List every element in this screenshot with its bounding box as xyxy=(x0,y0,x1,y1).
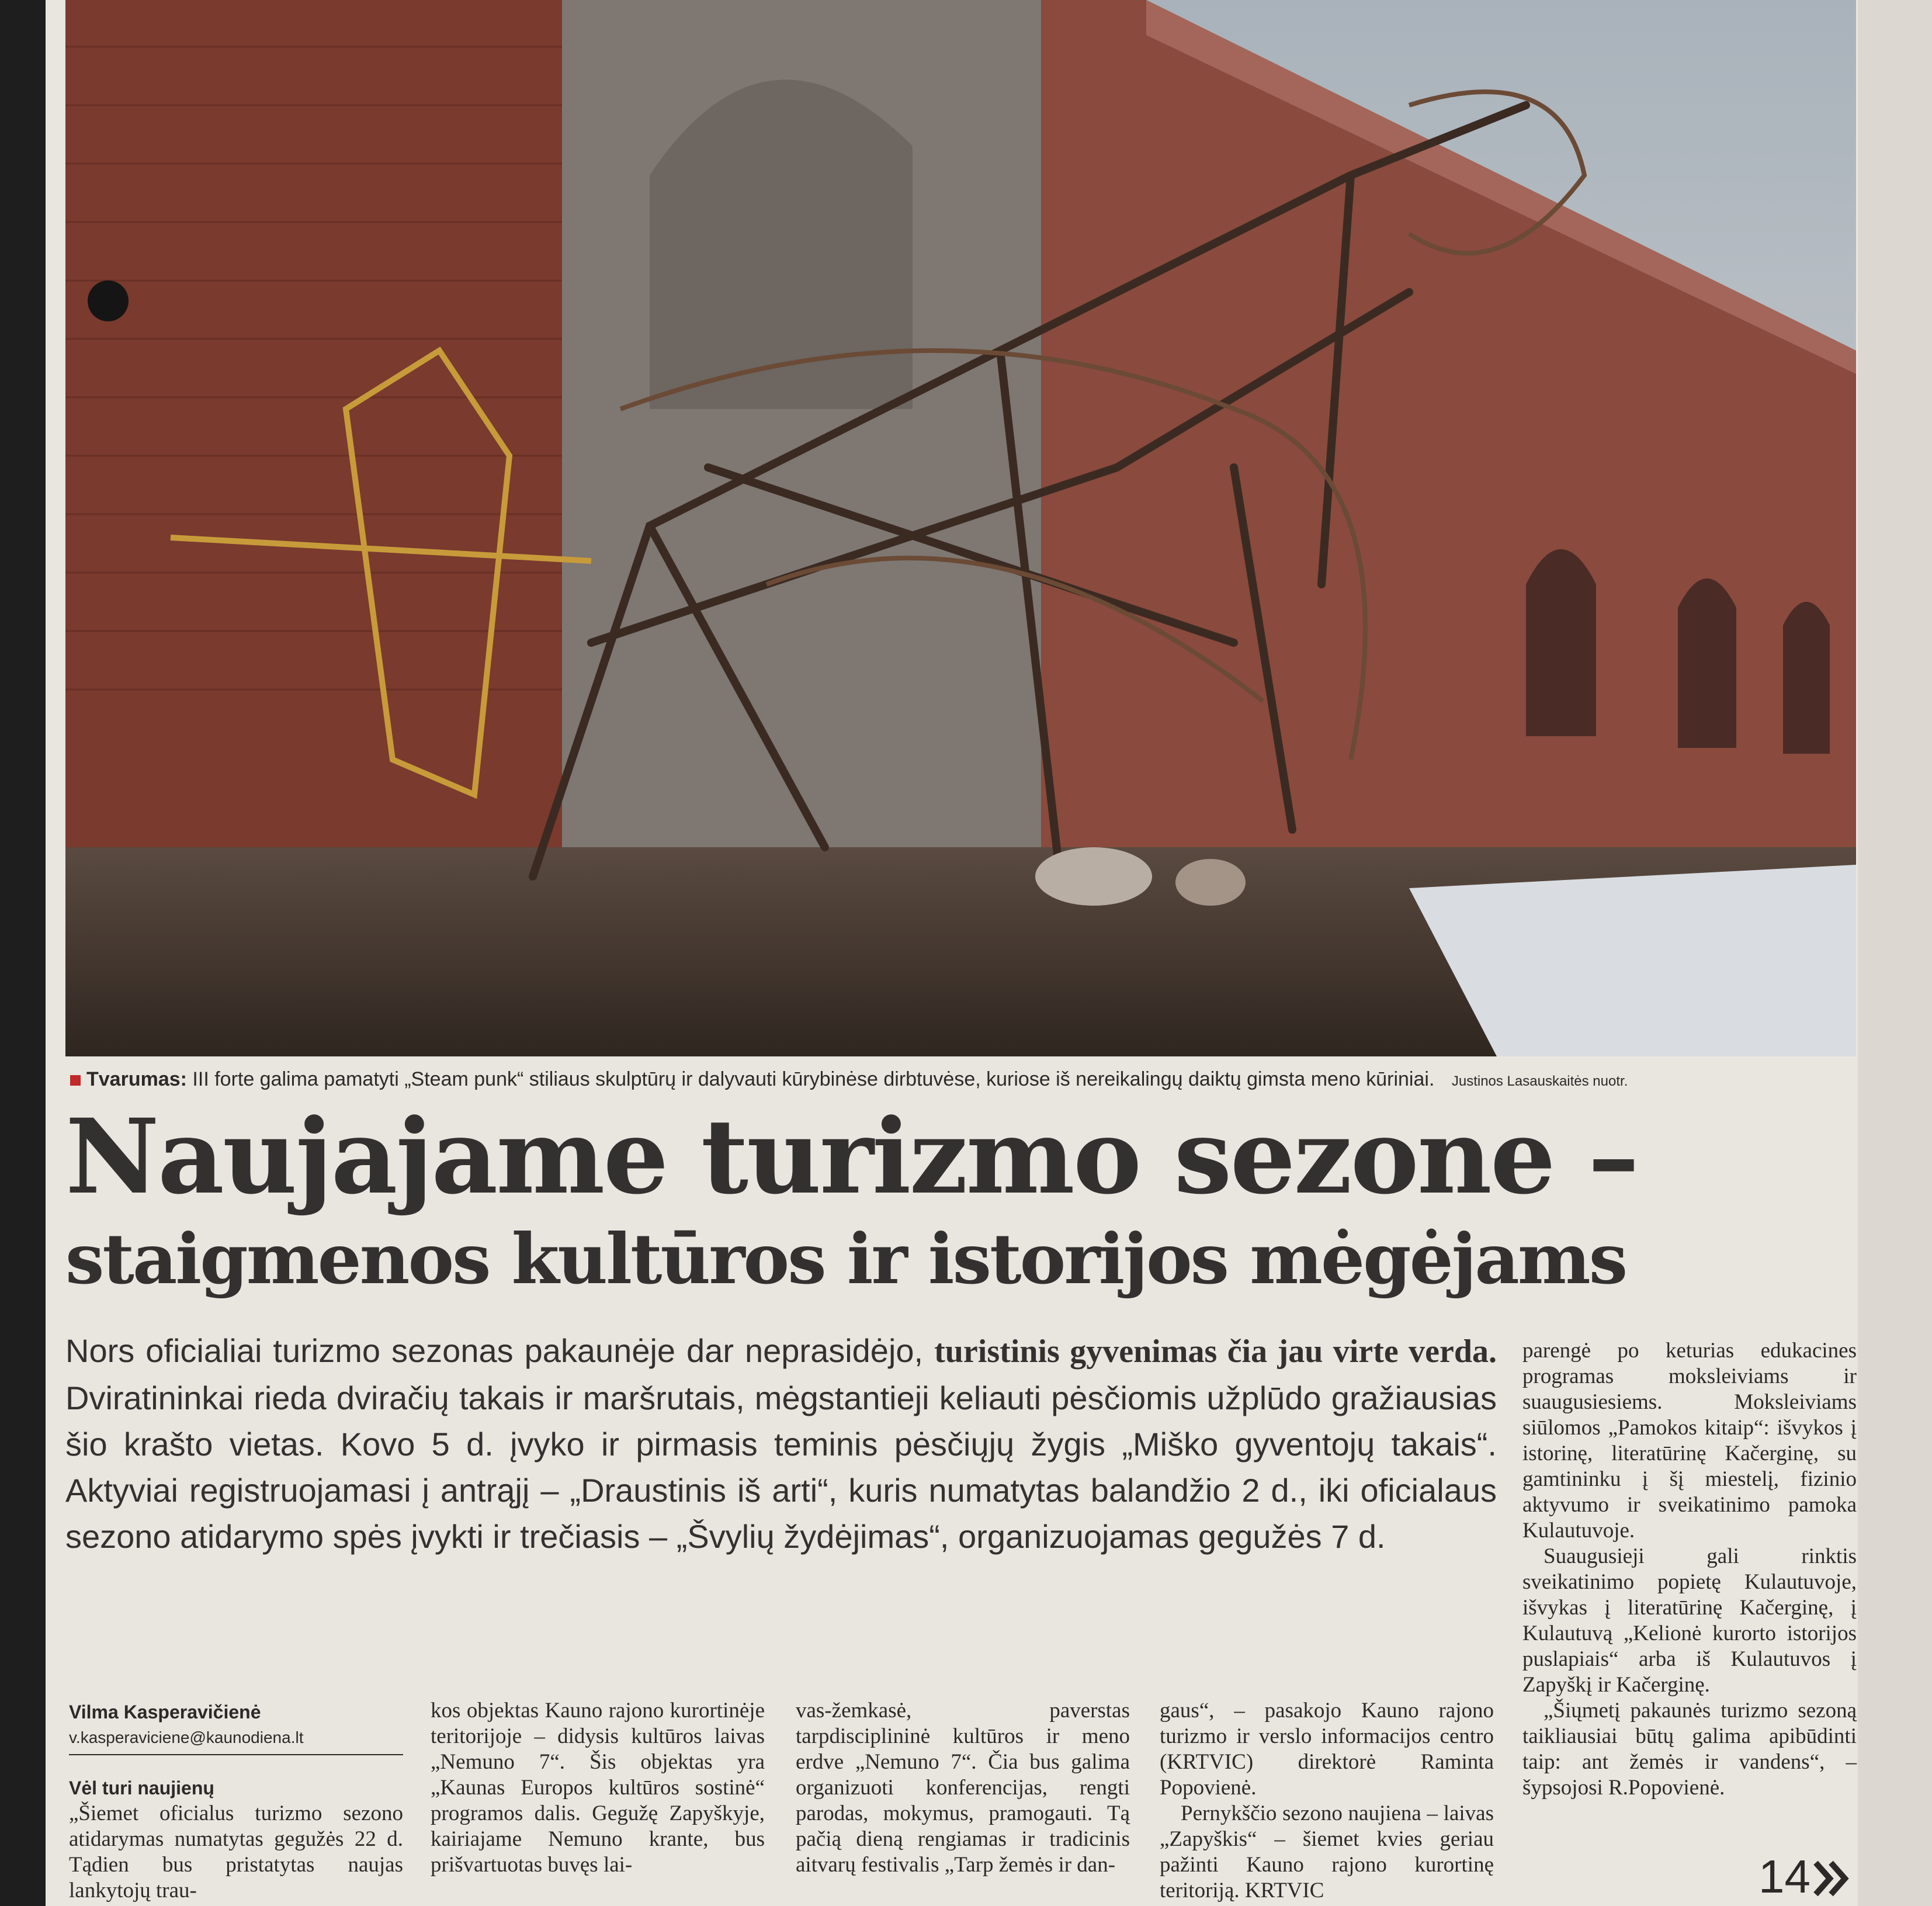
author-email: v.kasperaviciene@kaunodiena.lt xyxy=(69,1725,403,1755)
headline-line-2: staigmenos kultūros ir istorijos mėgėjams xyxy=(65,1218,1626,1299)
author-name: Vilma Kasperavičienė xyxy=(69,1701,261,1723)
article-headline xyxy=(65,1098,1876,1303)
scan-binder-strip xyxy=(0,0,46,1906)
double-chevron-right-icon xyxy=(1811,1858,1852,1899)
page-right-margin xyxy=(1858,0,1932,1906)
steampunk-sculpture-photo xyxy=(65,0,1856,1056)
article-column-4 xyxy=(1160,1698,1494,1904)
section-subhead: Vėl turi naujienų xyxy=(69,1777,214,1798)
column-5-paragraph-1: parengė po keturias edukacines programas moksleiviams ir suaugusiesiems. Moksleiviams siūlomos „Pamokos kitaip“: išvykos į istorinę, literatūrinę Kačerginę, su gamtininku į šį miestelį, fizinio aktyvumo ir sveikatinimo pamoka Kulautuvoje. xyxy=(1522,1339,1857,1543)
article-column-1 xyxy=(69,1699,403,1904)
article-column-3 xyxy=(796,1698,1130,1878)
column-3-text: vas-žemkasė, paverstas tarpdisciplininė kultūros ir meno erdve „Nemuno 7“. Čia bus galima organizuoti konferencijas, rengti parodas, mokymus, pramogauti. Tą pačią dieną rengiamas ir tradicinis aitvarų festivalis „Tarp žemės ir dan- xyxy=(796,1699,1130,1877)
caption-label: Tvarumas: xyxy=(86,1068,187,1090)
page-number: 14 xyxy=(1758,1850,1810,1902)
column-4-paragraph-1: gaus“, – pasakojo Kauno rajono turizmo ir verslo informacijos centro (KRTVIC) direktorė Raminta Popovienė. xyxy=(1160,1699,1494,1800)
punch-hole xyxy=(88,280,129,321)
article-column-5 xyxy=(1522,1338,1857,1801)
article-column-2 xyxy=(431,1698,765,1878)
column-5-paragraph-3: „Šiųmetį pakaunės turizmo sezoną taikliausiai būtų galima apibūdinti taip: ant žemės ir vandens“, – šypsojosi R.Popovienė. xyxy=(1522,1699,1857,1800)
lead-text-2: Dviratininkai rieda dviračių takais ir maršrutais, mėgstantieji keliauti pėsčiomis užplūdo gražiausias šio krašto vietas. Kovo 5 d. įvyko ir pirmasis teminis pėsčiųjų žygis „Miško gyventojų takais“. Aktyviai registruojamasi į antrąjį – „Draustinis iš arti“, kuris numatytas balandžio 2 d., iki oficialaus sezono atidarymo spės įvykti ir trečiasis – „Švylių žydėjimas“, organizuojamas gegužės 7 d. xyxy=(65,1380,1497,1555)
caption-marker-icon xyxy=(70,1075,81,1086)
article-lead xyxy=(65,1328,1497,1560)
headline-line-1: Naujajame turizmo sezone – xyxy=(65,1096,1638,1217)
article-photo xyxy=(65,0,1856,1056)
lead-bold: turistinis gyvenimas čia jau virte verda. xyxy=(934,1333,1497,1370)
photo-credit: Justinos Lasauskaitės nuotr. xyxy=(1451,1073,1628,1089)
photo-caption xyxy=(70,1065,1858,1094)
column-4-paragraph-2: Pernykščio sezono naujiena – laivas „Zapyškis“ – šiemet kvies geriau pažinti Kauno rajono kurortinę teritoriją. KRTVIC xyxy=(1160,1801,1494,1902)
caption-text: III forte galima pamatyti „Steam punk“ stiliaus skulptūrų ir dalyvauti kūrybinėse dirbtuvėse, kuriose iš nereikalingų daiktų gimsta meno kūriniai. xyxy=(192,1068,1435,1090)
lead-text-1: Nors oficialiai turizmo sezonas pakaunėje dar neprasidėjo, xyxy=(65,1332,935,1369)
column-1-text: „Šiemet oficialus turizmo sezono atidarymas numatytas gegužės 22 d. Tądien bus pristatytas naujas lankytojų trau- xyxy=(69,1801,403,1902)
column-5-paragraph-2: Suaugusieji gali rinktis sveikatinimo popietę Kulautuvoje, išvykas į literatūrinę Kačerginę, į Kulautuvą „Kelionė kurorto istorijos puslapiais“ arba iš Kulautuvos į Zapyškį ir Kačerginę. xyxy=(1522,1544,1857,1697)
column-2-text: kos objektas Kauno rajono kurortinėje teritorijoje – didysis kultūros laivas „Nemuno 7“. Šis objektas yra „Kaunas Europos kultūros sostinė“ programos dalis. Gegužę Zapyškyje, kairiajame Nemuno krante, bus prišvartuotas buvęs lai- xyxy=(431,1699,765,1877)
